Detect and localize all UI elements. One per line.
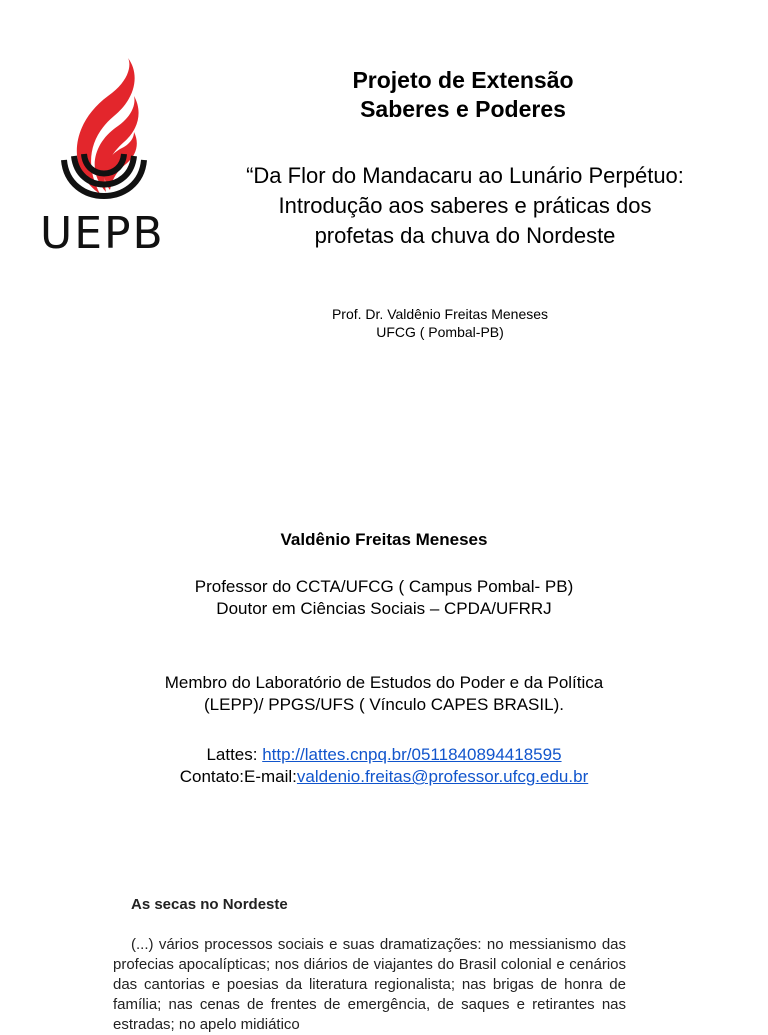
logo-wordmark: UEPB (40, 208, 165, 259)
email-row (0, 766, 768, 788)
bio-contacts (0, 744, 768, 788)
bio-role-professor: Professor do CCTA/UFCG ( Campus Pombal- PB) (194, 577, 574, 596)
presenter-affiliation: UFCG ( Pombal-PB) (376, 324, 504, 340)
lattes-label: Lattes: (206, 745, 263, 764)
lattes-link[interactable]: http://lattes.cnpq.br/0511840894418595 (262, 745, 562, 764)
lecture-title (200, 161, 730, 251)
email-link[interactable]: valdenio.freitas@professor.ufcg.edu.br (296, 767, 589, 786)
lecture-title-line3: profetas da chuva do Nordeste (314, 223, 616, 248)
lecture-title-line1: “Da Flor do Mandacaru ao Lunário Perpétuo: (246, 163, 684, 188)
lattes-row (0, 744, 768, 766)
bio-member-line1: Membro do Laboratório de Estudos do Poder e da Política (164, 673, 604, 692)
section-paragraph: (...) vários processos sociais e suas dramatizações: no messianismo das profecias apocalípticas; nos diários de viajantes do Brasil colonial e cenários das cantorias e poesias da literatura regionalista; nas brigas de honra de família; nas cenas de frentes de emergência, de saques e retirantes nas estradas; no apelo midiático (113, 936, 626, 1033)
project-title-line2: Saberes e Poderes (360, 96, 566, 122)
bio-role-doctor: Doutor em Ciências Sociais – CPDA/UFRRJ (216, 599, 552, 618)
presenter-name: Prof. Dr. Valdênio Freitas Meneses (331, 306, 549, 322)
lecture-title-line2: Introdução aos saberes e práticas dos (278, 193, 652, 218)
section-heading: As secas no Nordeste (131, 896, 288, 913)
bio-roles (0, 576, 768, 620)
flame-emblem-icon (36, 52, 160, 222)
bio-membership (0, 672, 768, 716)
bio-member-line2: (LEPP)/ PPGS/UFS ( Vínculo CAPES BRASIL). (204, 695, 564, 714)
project-title-line1: Projeto de Extensão (352, 67, 574, 93)
presenter-block (240, 305, 640, 341)
contact-label: Contato:E-mail: (179, 767, 297, 786)
bio-name: Valdênio Freitas Meneses (280, 530, 488, 549)
project-title (268, 66, 658, 124)
